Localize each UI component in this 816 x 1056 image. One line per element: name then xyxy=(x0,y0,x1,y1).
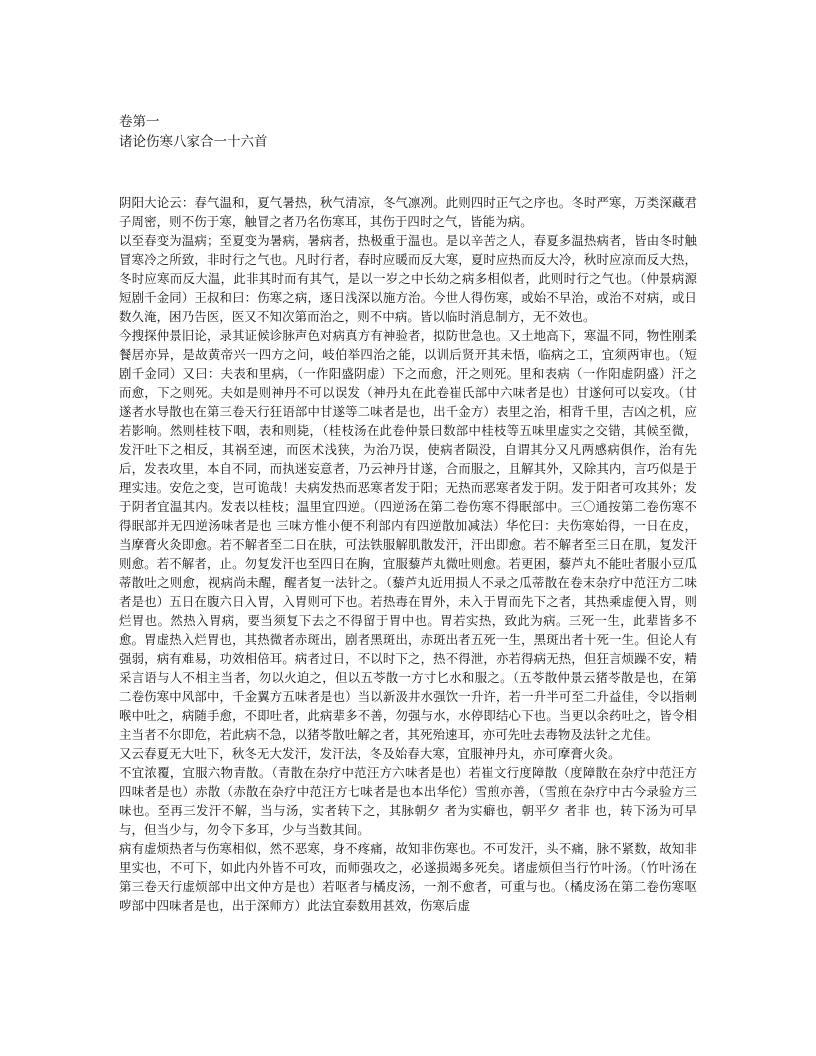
paragraph: 今搜探仲景旧论，录其证候诊脉声色对病真方有神验者，拟防世急也。又土地高下，寒温不同，物性刚柔餐居亦异，是故黄帝兴一四方之问，岐伯举四治之能，以训后贤开其未悟，临病之工，宜须两审也。（短剧千金同）又曰：夫表和里病，（一作阳盛阴虚）下之而愈，汗之则死。里和表病（一作阳虚阴盛）汗之而愈，下之则死。夫如是则神丹不可以误发（神丹丸在此卷崔氏部中六味者是也）甘遂何可以妄攻。（甘遂者水导散也在第三卷天行狂语部中甘遂等二味者是也，出千金方）表里之治，相背千里，吉凶之机，应若影响。然则桂枝下咽，表和则毙，（桂枝汤在此卷仲景曰数部中桂枝等五味里虚实之交错，其候至微，发汗吐下之相反，其祸至速，而医术浅狭，为治乃误，使病者陨没，自谓其分又凡两感病俱作，治有先后，发表攻里，本自不同，而执迷妄意者，乃云神丹甘遂，合而服之，且解其外，又除其内，言巧似是于理实违。安危之变，岂可诡哉！夫病发热而恶寒者发于阳；无热而恶寒者发于阴。发于阳者可攻其外；发于阴者宜温其内。发表以桂枝；温里宜四逆。（四逆汤在第二卷伤寒不得眠部中。三〇通按第二卷伤寒不得眠部并无四逆汤味者是也 三味方惟小便不利部内有四逆散加减法）华佗曰：夫伤寒始得，一日在皮，当摩膏火灸即愈。若不解者至二日在肤，可法铁服解肌散发汗，汗出即愈。若不解者至三日在肌，复发汗则愈。若不解者，止。勿复发汗也至四日在胸，宜服藜芦丸微吐则愈。若更困，藜芦丸不能吐者服小豆瓜蒂散吐之则愈，视病尚未醒，醒者复一法针之。（藜芦丸近用损人不录之瓜蒂散在卷末杂疗中范汪方二味者是也）五日在腹六日入胃，入胃则可下也。若热毒在胃外，未入于胃而先下之者，其热乘虚便入胃，则烂胃也。然热入胃病，要当须复下去之不得留于胃中也。胃若实热，致此为病。三死一生，此辈皆多不愈。胃虚热入烂胃也，其热微者赤斑出，剧者黑斑出，赤斑出者五死一生，黑斑出者十死一生。但论人有强弱，病有难易，功效相倍耳。病者过日，不以时下之，热不得泄，亦若得病无热，但狂言烦躁不安，精采言语与人不相主当者，勿以火迫之，但以五苓散一方寸匕水和服之。（五苓散仲景云猪苓散是也，在第二卷伤寒中风部中，千金翼方五味者是也）当以新汲井水强饮一升许，若一升半可至二升益佳，令以指刺喉中吐之，病随手愈，不即吐者，此病辈多不善，勿强与水，水停即结心下也。当更以余药吐之，皆令相主当者不尔即危，若此病不急，以猪苓散吐解之者，其死殆速耳，亦可先吐去毒物及法针之尤佳。 xyxy=(119,328,697,742)
section-title: 诸论伤寒八家合一十六首 xyxy=(119,134,268,150)
volume-title: 卷第一 xyxy=(119,114,160,130)
paragraph: 不宜浓覆，宜服六物青散。（青散在杂疗中范汪方六味者是也）若崔文行度障散（度障散在杂疗中范汪方四味者是也）赤散（赤散在杂疗中范汪方七味者是也本出华佗）雪煎亦善，（雪煎在杂疗中古今录验方三味也。至再三发汗不解，当与汤，实者转下之，其脉朝夕 者为实癖也，朝平夕 者非 也，转下汤为可早与，但当少与，勿令下多耳，少与当数其间。 xyxy=(119,765,697,837)
paragraph: 阴阳大论云：春气温和，夏气暑热，秋气清凉，冬气凛冽。此则四时正气之序也。冬时严寒，万类深藏君子周密，则不伤于寒，触冒之者乃名伤寒耳，其伤于四时之气，皆能为病。 xyxy=(119,195,697,229)
paragraph: 病有虚烦热者与伤寒相似，然不恶寒，身不疼痛，故知非伤寒也。不可发汗，头不痛，脉不紧数，故知非里实也，不可下，如此内外皆不可攻，而师强攻之，必遂损竭多死矣。诸虚烦但当行竹叶汤。（竹叶汤在第三卷天行虚烦部中出文仲方是也）若呕者与橘皮汤，一剂不愈者，可重与也。（橘皮汤在第二卷伤寒呕哕部中四味者是也，出于深师方）此法宜泰数用甚效，伤寒后虚 xyxy=(119,841,697,913)
paragraph: 以至春变为温病；至夏变为暑病，暑病者，热极重于温也。是以辛苦之人，春夏多温热病者，皆由冬时触冒寒冷之所致，非时行之气也。凡时行者，春时应暖而反大寒，夏时应热而反大冷，秋时应凉而反大热，冬时应寒而反大温，此非其时而有其气，是以一岁之中长幼之病多相似者，此则时行之气也。（仲景病源短剧千金同）王叔和曰：伤寒之病，逐日浅深以施方治。今世人得伤寒，或始不早治，或治不对病，或日数久淹，困乃告医，医又不知次第而治之，则不中病。皆以临时消息制方，无不效也。 xyxy=(119,233,697,324)
document-page xyxy=(119,112,697,915)
document-body xyxy=(119,193,697,915)
paragraph: 又云春夏无大吐下，秋冬无大发汗，发汗法，冬及始春大寒，宜服神丹丸，亦可摩膏火灸。 xyxy=(119,746,621,761)
